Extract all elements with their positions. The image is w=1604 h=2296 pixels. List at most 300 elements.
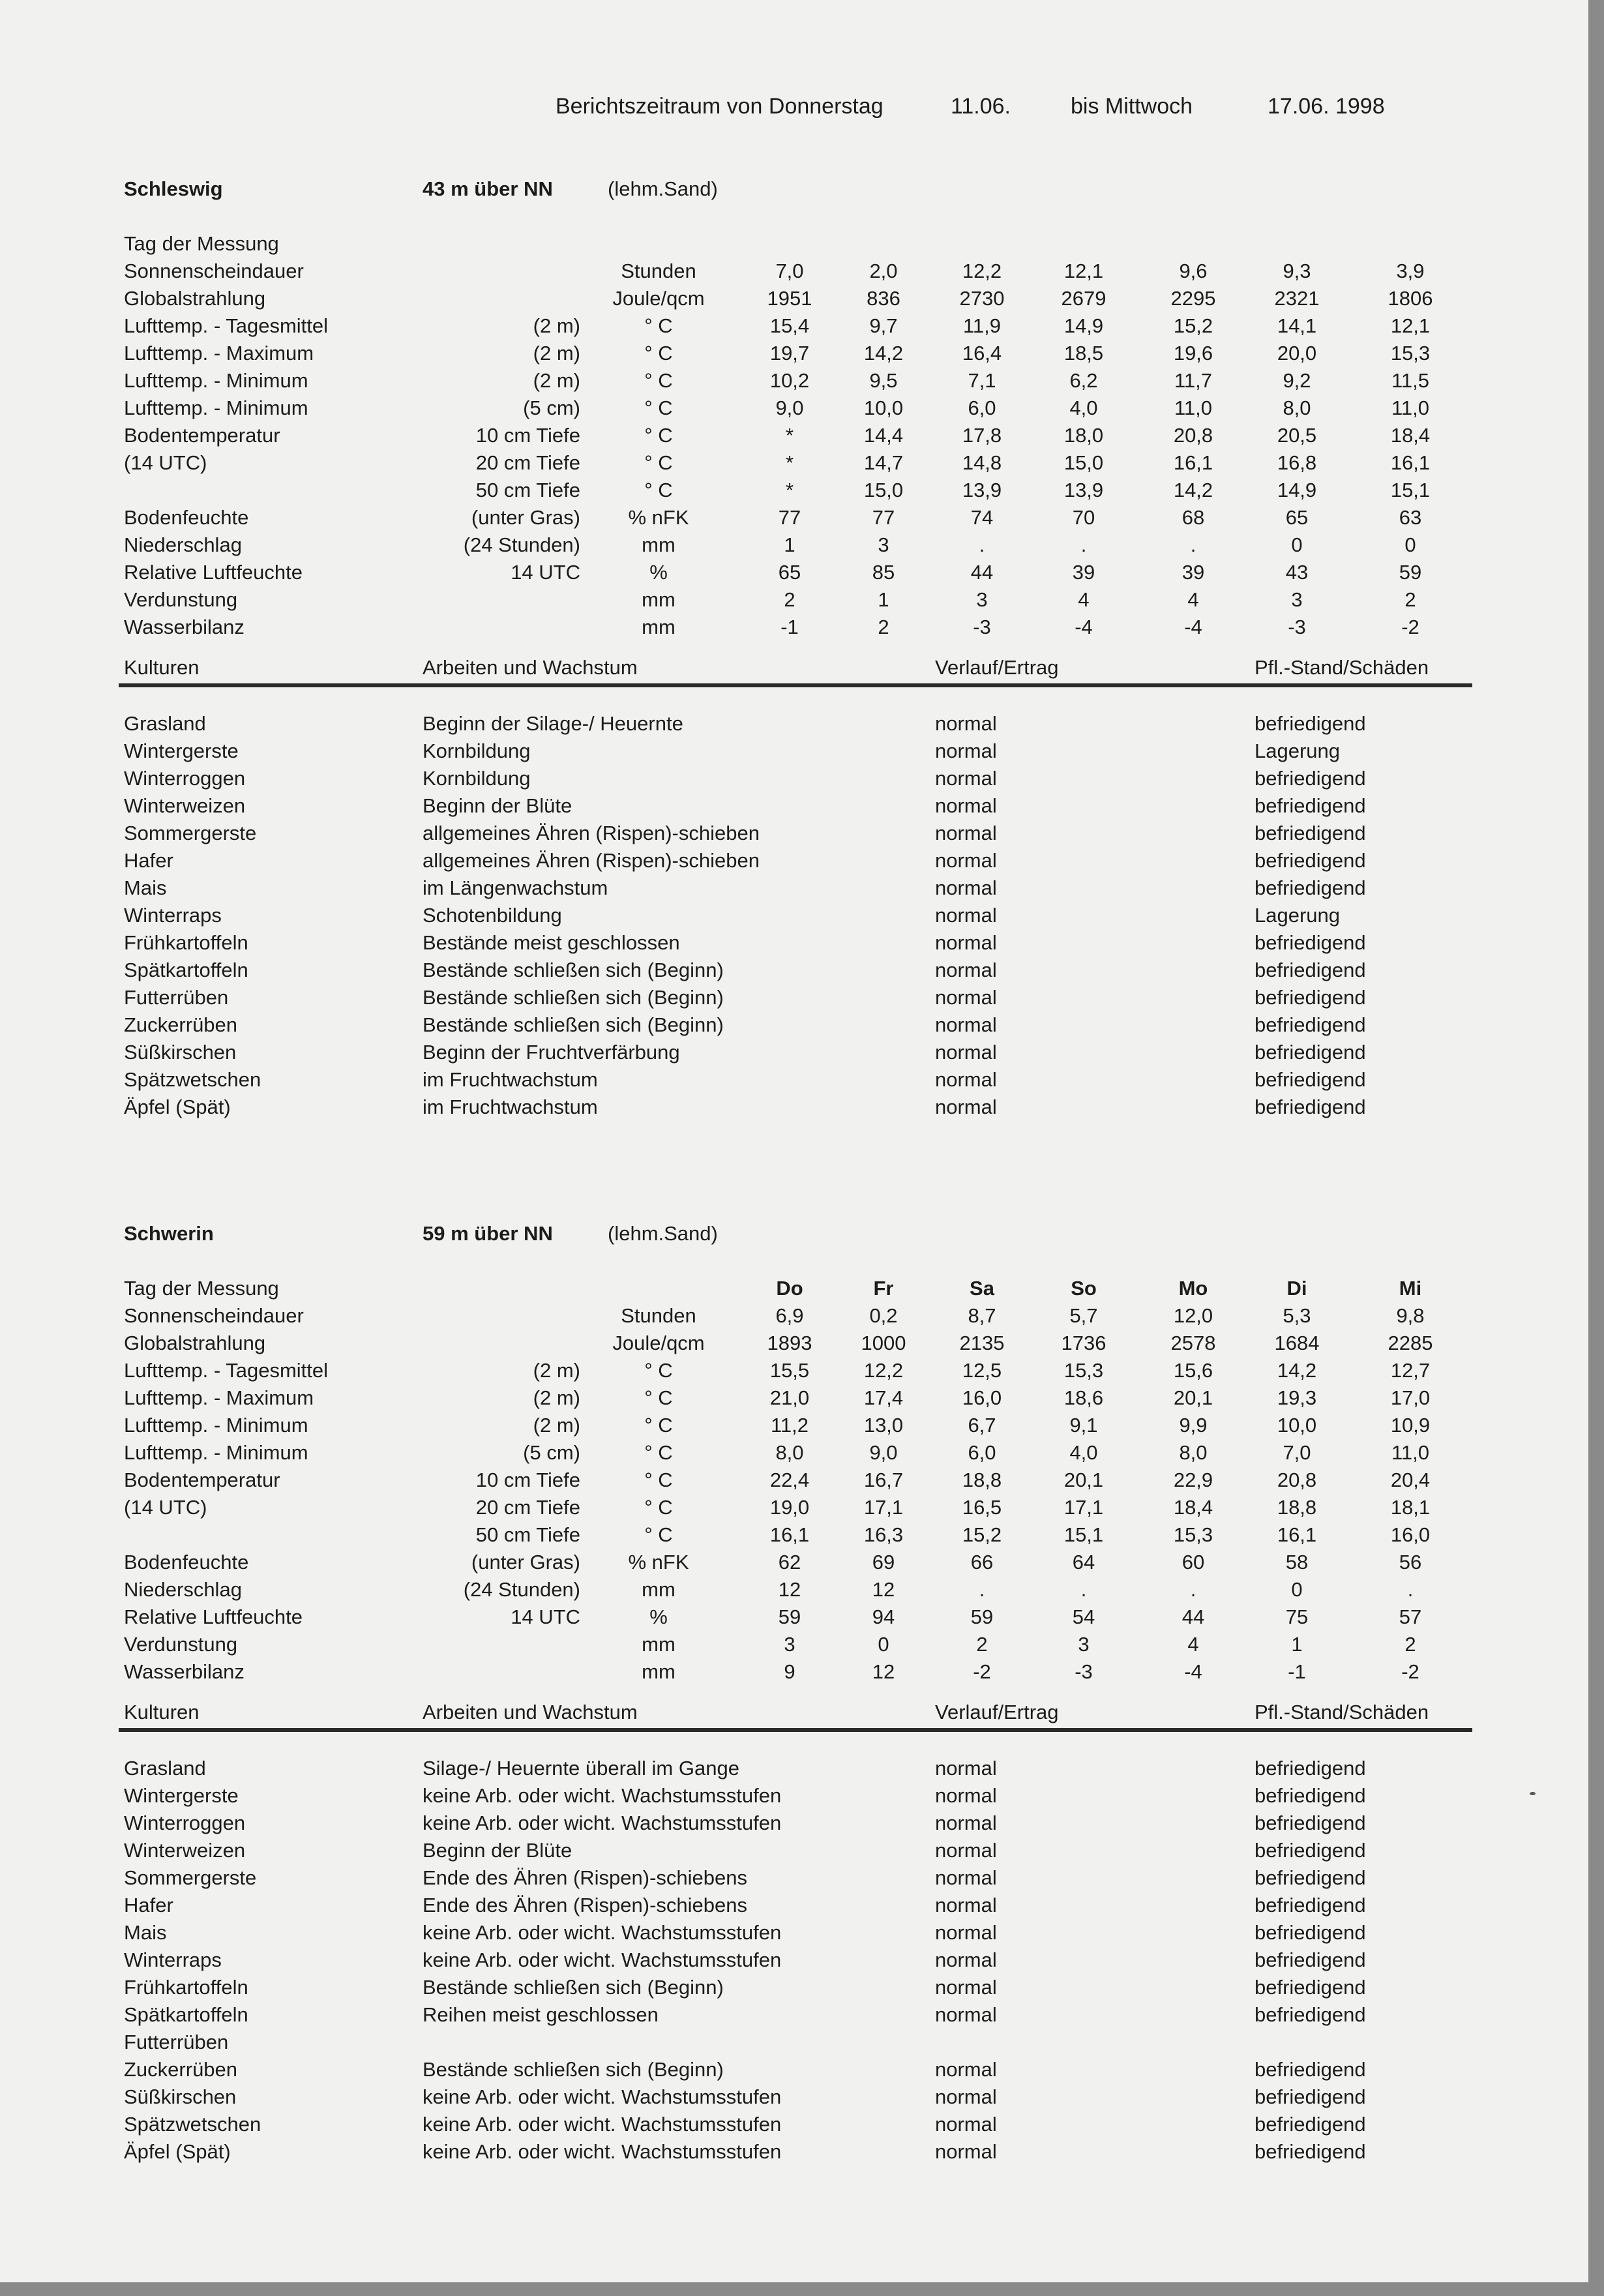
- row-label: Lufttemp. - Minimum: [124, 1414, 308, 1437]
- crop-cell: Ende des Ähren (Rispen)-schiebens: [423, 1866, 747, 1889]
- crop-cell: normal: [935, 1811, 997, 1834]
- crop-header: Verlauf/Ertrag: [935, 656, 1059, 679]
- row-value: -2: [1401, 616, 1419, 638]
- row-value: 3: [1291, 588, 1303, 611]
- day-header: Do: [776, 1277, 803, 1300]
- row-value: 12,2: [863, 1359, 904, 1382]
- row-value: 2730: [959, 287, 1005, 310]
- row-unit: % nFK: [628, 506, 689, 529]
- day-header: Mo: [1178, 1277, 1208, 1300]
- crop-cell: normal: [935, 1041, 997, 1064]
- crop-cell: Wintergerste: [124, 1784, 239, 1807]
- row-value: -1: [780, 616, 799, 638]
- crop-cell: Bestände schließen sich (Beginn): [423, 2058, 724, 2081]
- row-value: 15,2: [1173, 314, 1213, 337]
- row-value: 9,5: [869, 369, 898, 392]
- crop-cell: normal: [935, 876, 997, 899]
- row-value: 10,2: [769, 369, 810, 392]
- row-value: 11,5: [1391, 369, 1430, 392]
- row-value: 9,9: [1179, 1414, 1208, 1437]
- row-value: 0: [1404, 533, 1416, 556]
- crop-cell: befriedigend: [1255, 1041, 1366, 1064]
- row-value: 39: [1072, 561, 1095, 584]
- day-header: Di: [1286, 1277, 1307, 1300]
- row-value: 4,0: [1069, 396, 1098, 419]
- row-unit: mm: [642, 616, 676, 638]
- crop-header: Kulturen: [124, 656, 200, 679]
- row-label: Bodentemperatur: [124, 424, 280, 447]
- crop-cell: normal: [935, 712, 997, 735]
- crop-cell: befriedigend: [1255, 1839, 1366, 1862]
- row-value: 17,4: [863, 1386, 904, 1409]
- row-value: 70: [1072, 506, 1095, 529]
- crop-cell: allgemeines Ähren (Rispen)-schieben: [423, 849, 760, 872]
- crop-cell: normal: [935, 1096, 997, 1118]
- row-value: 14,7: [863, 451, 904, 474]
- row-value: 94: [872, 1605, 895, 1628]
- crop-cell: Spätzwetschen: [124, 2113, 261, 2136]
- row-value: 16,3: [863, 1523, 904, 1546]
- crop-cell: Futterrüben: [124, 986, 229, 1009]
- row-value: 14,4: [863, 424, 904, 447]
- row-value: 16,0: [962, 1386, 1002, 1409]
- crop-cell: Lagerung: [1255, 904, 1341, 927]
- row-value: 9,0: [869, 1441, 898, 1464]
- crop-cell: Frühkartoffeln: [124, 1976, 248, 1999]
- row-value: 18,8: [962, 1469, 1002, 1491]
- crop-cell: normal: [935, 822, 997, 844]
- row-sub: 50 cm Tiefe: [475, 1523, 580, 1546]
- crop-cell: befriedigend: [1255, 1894, 1366, 1916]
- crop-cell: befriedigend: [1255, 1068, 1366, 1091]
- row-value: 19,7: [769, 342, 810, 365]
- row-sub: (5 cm): [523, 396, 580, 419]
- row-value: 9,6: [1179, 260, 1208, 282]
- crop-header: Kulturen: [124, 1701, 200, 1723]
- row-sub: (2 m): [533, 1386, 580, 1409]
- crop-cell: allgemeines Ähren (Rispen)-schieben: [423, 822, 760, 844]
- row-value: 74: [970, 506, 994, 529]
- row-unit: ° C: [644, 1359, 673, 1382]
- row-value: .: [1080, 533, 1087, 556]
- crop-cell: Kornbildung: [423, 767, 531, 790]
- row-value: 8,0: [1179, 1441, 1208, 1464]
- row-value: 12: [778, 1578, 801, 1601]
- crop-header: Verlauf/Ertrag: [935, 1701, 1059, 1723]
- row-value: 8,0: [1283, 396, 1311, 419]
- row-label: Sonnenscheindauer: [124, 1304, 304, 1327]
- crop-cell: normal: [935, 2085, 997, 2108]
- crop-cell: Schotenbildung: [423, 904, 562, 927]
- row-value: 4: [1078, 588, 1090, 611]
- row-value: 18,4: [1390, 424, 1431, 447]
- row-value: 7,0: [775, 260, 804, 282]
- crop-cell: normal: [935, 1839, 997, 1862]
- crop-cell: keine Arb. oder wicht. Wachstumsstufen: [423, 1784, 782, 1807]
- row-value: 14,9: [1277, 479, 1317, 501]
- row-value: 20,5: [1277, 424, 1317, 447]
- row-label: (14 UTC): [124, 451, 207, 474]
- crop-cell: befriedigend: [1255, 849, 1366, 872]
- crop-cell: Beginn der Blüte: [423, 1839, 572, 1862]
- row-value: -1: [1288, 1660, 1306, 1683]
- row-label: Niederschlag: [124, 533, 242, 556]
- row-unit: ° C: [644, 396, 673, 419]
- crop-cell: befriedigend: [1255, 1784, 1366, 1807]
- row-value: 9,2: [1283, 369, 1311, 392]
- crop-cell: Äpfel (Spät): [124, 2140, 231, 2163]
- crop-cell: Mais: [124, 1921, 167, 1944]
- row-value: 22,9: [1173, 1469, 1213, 1491]
- row-value: 9,1: [1069, 1414, 1098, 1437]
- row-value: 59: [778, 1605, 801, 1628]
- row-value: 2321: [1274, 287, 1320, 310]
- row-value: 44: [970, 561, 994, 584]
- crop-cell: befriedigend: [1255, 931, 1366, 954]
- row-value: 12,2: [962, 260, 1002, 282]
- row-unit: Stunden: [621, 1304, 696, 1327]
- row-unit: %: [649, 1605, 668, 1628]
- row-value: 15,6: [1173, 1359, 1213, 1382]
- row-value: 9,0: [775, 396, 804, 419]
- row-value: 16,1: [1390, 451, 1431, 474]
- row-value: 2: [976, 1633, 988, 1656]
- row-label: (14 UTC): [124, 1496, 207, 1519]
- row-unit: ° C: [644, 1386, 673, 1409]
- row-value: 12,7: [1390, 1359, 1431, 1382]
- crop-header: Arbeiten und Wachstum: [423, 1701, 638, 1723]
- row-value: 6,9: [775, 1304, 804, 1327]
- row-unit: Joule/qcm: [612, 1332, 705, 1354]
- row-value: 3: [976, 588, 988, 611]
- row-label: Niederschlag: [124, 1578, 242, 1601]
- crop-cell: Bestände meist geschlossen: [423, 931, 680, 954]
- row-value: 20,4: [1390, 1469, 1431, 1491]
- row-value: 1: [784, 533, 795, 556]
- row-sub: 10 cm Tiefe: [475, 424, 580, 447]
- row-value: 12,0: [1173, 1304, 1213, 1327]
- row-value: 1806: [1388, 287, 1433, 310]
- row-label: Bodenfeuchte: [124, 506, 249, 529]
- row-label: Bodentemperatur: [124, 1469, 280, 1491]
- period-label: Berichtszeitraum von Donnerstag: [556, 94, 884, 119]
- crop-cell: normal: [935, 2140, 997, 2163]
- row-value: 54: [1072, 1605, 1095, 1628]
- row-value: 16,1: [1173, 451, 1213, 474]
- row-value: 15,0: [1063, 451, 1104, 474]
- crop-cell: befriedigend: [1255, 1948, 1366, 1971]
- crop-cell: befriedigend: [1255, 794, 1366, 817]
- row-unit: mm: [642, 533, 676, 556]
- row-value: 6,7: [968, 1414, 996, 1437]
- station-name: Schwerin: [124, 1222, 214, 1245]
- crop-header: Arbeiten und Wachstum: [423, 656, 638, 679]
- row-value: 2,0: [869, 260, 898, 282]
- crop-cell: normal: [935, 1068, 997, 1091]
- row-value: 12,5: [962, 1359, 1002, 1382]
- row-unit: ° C: [644, 451, 673, 474]
- row-value: 14,8: [962, 451, 1002, 474]
- row-value: 65: [1285, 506, 1309, 529]
- row-value: 21,0: [769, 1386, 810, 1409]
- day-header: So: [1071, 1277, 1097, 1300]
- row-value: 18,4: [1173, 1496, 1213, 1519]
- crop-cell: Kornbildung: [423, 739, 531, 762]
- crop-cell: befriedigend: [1255, 2003, 1366, 2026]
- row-value: 85: [872, 561, 895, 584]
- row-value: 59: [970, 1605, 994, 1628]
- row-value: 44: [1181, 1605, 1205, 1628]
- crop-cell: Winterroggen: [124, 1811, 246, 1834]
- row-value: -2: [973, 1660, 991, 1683]
- crop-cell: Bestände schließen sich (Beginn): [423, 1013, 724, 1036]
- row-value: 15,5: [769, 1359, 810, 1382]
- crop-cell: normal: [935, 794, 997, 817]
- row-value: 5,3: [1283, 1304, 1311, 1327]
- row-value: 19,3: [1277, 1386, 1317, 1409]
- row-value: 11,0: [1174, 396, 1213, 419]
- row-label: Bodenfeuchte: [124, 1551, 249, 1573]
- row-value: 4: [1187, 588, 1199, 611]
- row-value: 18,8: [1277, 1496, 1317, 1519]
- crop-cell: normal: [935, 1976, 997, 1999]
- row-value: 68: [1181, 506, 1205, 529]
- row-value: 9,8: [1396, 1304, 1425, 1327]
- crop-cell: Winterweizen: [124, 1839, 246, 1862]
- row-value: 3: [878, 533, 889, 556]
- crop-cell: normal: [935, 1948, 997, 1971]
- row-value: 20,0: [1277, 342, 1317, 365]
- row-value: 16,4: [962, 342, 1002, 365]
- crop-cell: befriedigend: [1255, 822, 1366, 844]
- row-unit: ° C: [644, 1496, 673, 1519]
- row-label: Lufttemp. - Maximum: [124, 1386, 314, 1409]
- measure-title: Tag der Messung: [124, 1277, 279, 1300]
- crop-cell: befriedigend: [1255, 1921, 1366, 1944]
- crop-cell: normal: [935, 1894, 997, 1916]
- row-value: -4: [1075, 616, 1093, 638]
- crop-cell: befriedigend: [1255, 712, 1366, 735]
- station-altitude: 59 m über NN: [423, 1222, 553, 1245]
- row-value: 14,9: [1063, 314, 1104, 337]
- crop-cell: Lagerung: [1255, 739, 1341, 762]
- crop-cell: normal: [935, 1013, 997, 1036]
- crop-cell: Süßkirschen: [124, 2085, 237, 2108]
- row-value: 1: [1291, 1633, 1303, 1656]
- row-value: 15,4: [769, 314, 810, 337]
- row-value: 77: [778, 506, 801, 529]
- day-header: Sa: [970, 1277, 994, 1300]
- row-value: 3: [784, 1633, 795, 1656]
- row-value: 3: [1078, 1633, 1090, 1656]
- row-value: 2295: [1170, 287, 1216, 310]
- row-unit: ° C: [644, 1523, 673, 1546]
- row-label: Lufttemp. - Maximum: [124, 342, 314, 365]
- row-value: 64: [1072, 1551, 1095, 1573]
- row-value: 18,5: [1063, 342, 1104, 365]
- row-value: 59: [1399, 561, 1422, 584]
- row-value: 65: [778, 561, 801, 584]
- crop-cell: befriedigend: [1255, 959, 1366, 981]
- row-value: 1000: [861, 1332, 906, 1354]
- crop-cell: Beginn der Silage-/ Heuernte: [423, 712, 683, 735]
- row-value: 6,2: [1069, 369, 1098, 392]
- row-sub: (2 m): [533, 1414, 580, 1437]
- row-value: 6,0: [968, 396, 996, 419]
- row-value: 18,6: [1063, 1386, 1104, 1409]
- row-unit: ° C: [644, 479, 673, 501]
- row-value: 13,9: [1063, 479, 1104, 501]
- row-value: 9,7: [869, 314, 898, 337]
- crop-cell: im Längenwachstum: [423, 876, 608, 899]
- row-unit: mm: [642, 1660, 676, 1683]
- crop-cell: Hafer: [124, 1894, 173, 1916]
- row-value: 11,0: [1391, 396, 1430, 419]
- crop-cell: normal: [935, 959, 997, 981]
- row-value: -3: [1075, 1660, 1093, 1683]
- row-unit: ° C: [644, 342, 673, 365]
- row-sub: 10 cm Tiefe: [475, 1469, 580, 1491]
- crop-cell: normal: [935, 1757, 997, 1780]
- row-value: 60: [1181, 1551, 1205, 1573]
- row-label: Lufttemp. - Minimum: [124, 1441, 308, 1464]
- crop-cell: Winterraps: [124, 904, 222, 927]
- crop-cell: normal: [935, 986, 997, 1009]
- row-label: Globalstrahlung: [124, 287, 266, 310]
- row-value: 836: [867, 287, 900, 310]
- row-value: 15,2: [962, 1523, 1002, 1546]
- row-value: 2: [784, 588, 795, 611]
- row-value: 17,1: [863, 1496, 904, 1519]
- row-sub: 20 cm Tiefe: [475, 1496, 580, 1519]
- row-value: 12,1: [1390, 314, 1431, 337]
- row-value: 19,6: [1173, 342, 1213, 365]
- crop-cell: befriedigend: [1255, 986, 1366, 1009]
- row-value: 18,0: [1063, 424, 1104, 447]
- crop-cell: befriedigend: [1255, 1976, 1366, 1999]
- crop-cell: normal: [935, 2113, 997, 2136]
- crop-cell: Spätkartoffeln: [124, 959, 248, 981]
- row-value: 6,0: [968, 1441, 996, 1464]
- row-value: 39: [1181, 561, 1205, 584]
- crop-cell: im Fruchtwachstum: [423, 1068, 598, 1091]
- crop-cell: Mais: [124, 876, 167, 899]
- row-value: 69: [872, 1551, 895, 1573]
- scan-speck: [1530, 1792, 1536, 1795]
- row-value: 7,1: [968, 369, 996, 392]
- row-value: 0,2: [869, 1304, 898, 1327]
- crop-cell: keine Arb. oder wicht. Wachstumsstufen: [423, 2113, 782, 2136]
- crop-cell: befriedigend: [1255, 2085, 1366, 2108]
- crop-cell: befriedigend: [1255, 1757, 1366, 1780]
- row-value: 16,5: [962, 1496, 1002, 1519]
- row-value: *: [785, 479, 794, 501]
- crop-cell: Bestände schließen sich (Beginn): [423, 959, 724, 981]
- row-label: Verdunstung: [124, 1633, 238, 1656]
- row-unit: Stunden: [621, 260, 696, 282]
- crop-cell: befriedigend: [1255, 2113, 1366, 2136]
- row-sub: (unter Gras): [471, 506, 580, 529]
- row-value: 20,8: [1173, 424, 1213, 447]
- row-value: 11,9: [962, 314, 1002, 337]
- row-sub: (24 Stunden): [463, 1578, 580, 1601]
- row-value: 4: [1187, 1633, 1199, 1656]
- crop-cell: Bestände schließen sich (Beginn): [423, 1976, 724, 1999]
- crop-cell: befriedigend: [1255, 1811, 1366, 1834]
- scan-margin-bottom: [0, 2282, 1604, 2296]
- crop-header: Pfl.-Stand/Schäden: [1255, 656, 1429, 679]
- row-label: Sonnenscheindauer: [124, 260, 304, 282]
- crop-cell: normal: [935, 1866, 997, 1889]
- row-unit: ° C: [644, 1469, 673, 1491]
- crop-cell: keine Arb. oder wicht. Wachstumsstufen: [423, 1948, 782, 1971]
- row-unit: mm: [642, 1578, 676, 1601]
- row-value: 1684: [1274, 1332, 1320, 1354]
- row-value: -4: [1184, 1660, 1202, 1683]
- row-value: 17,8: [962, 424, 1002, 447]
- crop-cell: Sommergerste: [124, 1866, 257, 1889]
- row-value: 12: [872, 1660, 895, 1683]
- row-sub: (2 m): [533, 342, 580, 365]
- row-value: 15,3: [1390, 342, 1431, 365]
- row-value: 16,1: [1277, 1523, 1317, 1546]
- row-value: 2: [1404, 1633, 1416, 1656]
- crop-cell: befriedigend: [1255, 1096, 1366, 1118]
- row-label: Wasserbilanz: [124, 616, 245, 638]
- crop-cell: befriedigend: [1255, 767, 1366, 790]
- row-value: 66: [970, 1551, 994, 1573]
- row-value: -2: [1401, 1660, 1419, 1683]
- row-value: 20,8: [1277, 1469, 1317, 1491]
- row-value: 19,0: [769, 1496, 810, 1519]
- crop-cell: befriedigend: [1255, 1866, 1366, 1889]
- crop-cell: Ende des Ähren (Rispen)-schiebens: [423, 1894, 747, 1916]
- row-label: Lufttemp. - Tagesmittel: [124, 1359, 329, 1382]
- station-soil: (lehm.Sand): [608, 1222, 718, 1245]
- row-value: 9: [784, 1660, 795, 1683]
- row-value: 13,9: [962, 479, 1002, 501]
- row-value: .: [1407, 1578, 1414, 1601]
- row-value: 0: [878, 1633, 889, 1656]
- row-sub: (2 m): [533, 314, 580, 337]
- row-value: 17,0: [1390, 1386, 1431, 1409]
- crop-cell: normal: [935, 849, 997, 872]
- crop-cell: Spätzwetschen: [124, 1068, 261, 1091]
- row-unit: ° C: [644, 369, 673, 392]
- crop-cell: Zuckerrüben: [124, 1013, 238, 1036]
- row-value: -3: [973, 616, 991, 638]
- row-unit: %: [649, 561, 668, 584]
- section-rule: [119, 683, 1472, 687]
- row-value: 63: [1399, 506, 1422, 529]
- crop-cell: normal: [935, 904, 997, 927]
- crop-cell: keine Arb. oder wicht. Wachstumsstufen: [423, 2140, 782, 2163]
- row-value: -3: [1288, 616, 1306, 638]
- section-rule: [119, 1728, 1472, 1732]
- row-sub: 14 UTC: [511, 561, 580, 584]
- row-value: 15,3: [1173, 1523, 1213, 1546]
- crop-cell: Reihen meist geschlossen: [423, 2003, 659, 2026]
- row-sub: (2 m): [533, 369, 580, 392]
- day-header: Fr: [873, 1277, 894, 1300]
- row-sub: 50 cm Tiefe: [475, 479, 580, 501]
- row-value: .: [1190, 1578, 1196, 1601]
- scan-margin-right: [1588, 0, 1604, 2296]
- row-value: 13,0: [863, 1414, 904, 1437]
- crop-cell: Grasland: [124, 712, 206, 735]
- row-value: 0: [1291, 1578, 1303, 1601]
- crop-header: Pfl.-Stand/Schäden: [1255, 1701, 1429, 1723]
